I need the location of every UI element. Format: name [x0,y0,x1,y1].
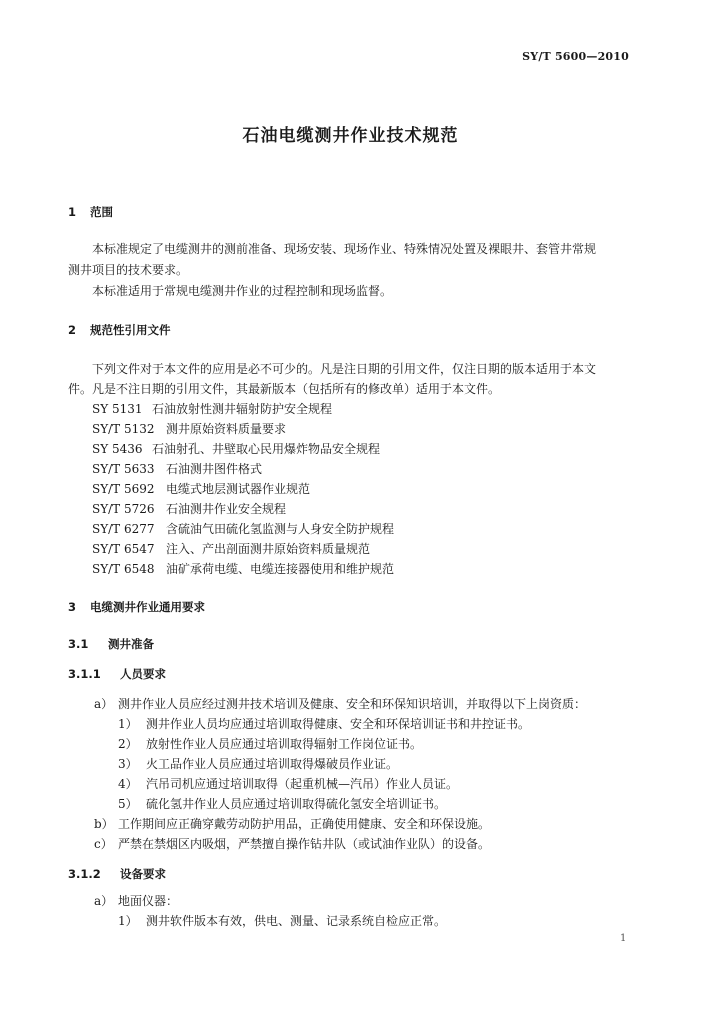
reference-code: SY/T 6547 [92,542,155,556]
reference-name: 油矿承荷电缆、电缆连接器使用和维护规范 [166,562,395,576]
list-text: 汽吊司机应通过培训取得（起重机械—汽吊）作业人员证。 [146,777,459,791]
list-item [94,837,490,851]
reference-item [92,522,394,536]
subsection-number: 3.1.2 [68,867,101,881]
reference-item [92,542,370,556]
list-text: 工作期间应正确穿戴劳动防护用品，正确使用健康、安全和环保设施。 [118,817,491,831]
list-marker: 1） [118,717,138,731]
subsection-number: 3.1 [68,637,89,651]
reference-name: 石油放射性测井辐射防护安全规程 [152,402,333,416]
section-heading [68,323,171,337]
list-text: 硫化氢井作业人员应通过培训取得硫化氢安全培训证书。 [146,797,447,811]
list-text: 火工品作业人员应通过培训取得爆破员作业证。 [146,757,399,771]
reference-item [92,562,394,576]
reference-code: SY/T 6277 [92,522,155,536]
list-text: 放射性作业人员应通过培训取得辐射工作岗位证书。 [146,737,423,751]
list-marker: b） [94,817,114,831]
paragraph-line: 本标准规定了电缆测井的测前准备、现场安装、现场作业、特殊情况处置及裸眼井、套管井常规 [92,242,597,256]
reference-item [92,482,310,496]
reference-name: 电缆式地层测试器作业规范 [166,482,311,496]
reference-name: 测井原始资料质量要求 [166,422,287,436]
subsection-heading [68,867,166,881]
reference-code: SY/T 5633 [92,462,155,476]
paragraph-line: 件。凡是不注日期的引用文件，其最新版本（包括所有的修改单）适用于本文件。 [68,382,501,396]
list-item [94,894,178,908]
list-item [118,914,446,928]
reference-name: 含硫油气田硫化氢监测与人身安全防护规程 [166,522,395,536]
section-heading [68,600,205,614]
list-text: 测井作业人员应经过测井技术培训及健康、安全和环保知识培训，并取得以下上岗资质： [118,697,587,711]
reference-name: 石油测井作业安全规程 [166,502,287,516]
reference-item [92,402,332,416]
reference-item [92,422,286,436]
list-item [94,697,586,711]
list-item [94,817,490,831]
reference-code: SY 5131 [92,402,143,416]
list-item [118,777,458,791]
reference-item [92,442,380,456]
list-text: 测井作业人员均应通过培训取得健康、安全和环保培训证书和井控证书。 [146,717,531,731]
reference-name: 注入、产出剖面测井原始资料质量规范 [166,542,371,556]
reference-item [92,462,262,476]
list-marker: a） [94,894,114,908]
section-title: 电缆测井作业通用要求 [90,600,205,614]
list-marker: 5） [118,797,138,811]
list-item [118,797,446,811]
reference-code: SY 5436 [92,442,143,456]
list-marker: 2） [118,737,138,751]
reference-code: SY/T 5132 [92,422,155,436]
list-text: 地面仪器： [118,894,179,908]
subsection-title: 测井准备 [108,637,154,651]
document-title: 石油电缆测井作业技术规范 [242,126,459,146]
section-number: 1 [68,205,77,219]
reference-name: 石油测井图件格式 [166,462,263,476]
section-title: 规范性引用文件 [90,323,171,337]
list-text: 测井软件版本有效，供电、测量、记录系统自检应正常。 [146,914,447,928]
subsection-heading [68,667,166,681]
subsection-number: 3.1.1 [68,667,101,681]
subsection-title: 人员要求 [120,667,166,681]
list-item [118,717,530,731]
paragraph-line: 本标准适用于常规电缆测井作业的过程控制和现场监督。 [92,284,393,298]
list-marker: 4） [118,777,138,791]
section-number: 2 [68,323,77,337]
reference-code: SY/T 5726 [92,502,155,516]
section-heading [68,205,113,219]
section-number: 3 [68,600,77,614]
reference-code: SY/T 6548 [92,562,155,576]
subsection-heading [68,637,154,651]
reference-item [92,502,286,516]
reference-name: 石油射孔、井壁取心民用爆炸物品安全规程 [152,442,381,456]
subsection-title: 设备要求 [120,867,166,881]
list-marker: 3） [118,757,138,771]
standard-code: SY/T 5600—2010 [522,50,629,63]
list-item [118,757,398,771]
page-number: 1 [620,933,627,944]
reference-code: SY/T 5692 [92,482,155,496]
list-marker: a） [94,697,114,711]
paragraph-line: 测井项目的技术要求。 [68,263,189,277]
list-item [118,737,422,751]
list-marker: 1） [118,914,138,928]
paragraph-line: 下列文件对于本文件的应用是必不可少的。凡是注日期的引用文件，仅注日期的版本适用于本文 [92,362,597,376]
list-marker: c） [94,837,113,851]
section-title: 范围 [90,205,113,219]
list-text: 严禁在禁烟区内吸烟，严禁擅自操作钻井队（或试油作业队）的设备。 [118,837,491,851]
